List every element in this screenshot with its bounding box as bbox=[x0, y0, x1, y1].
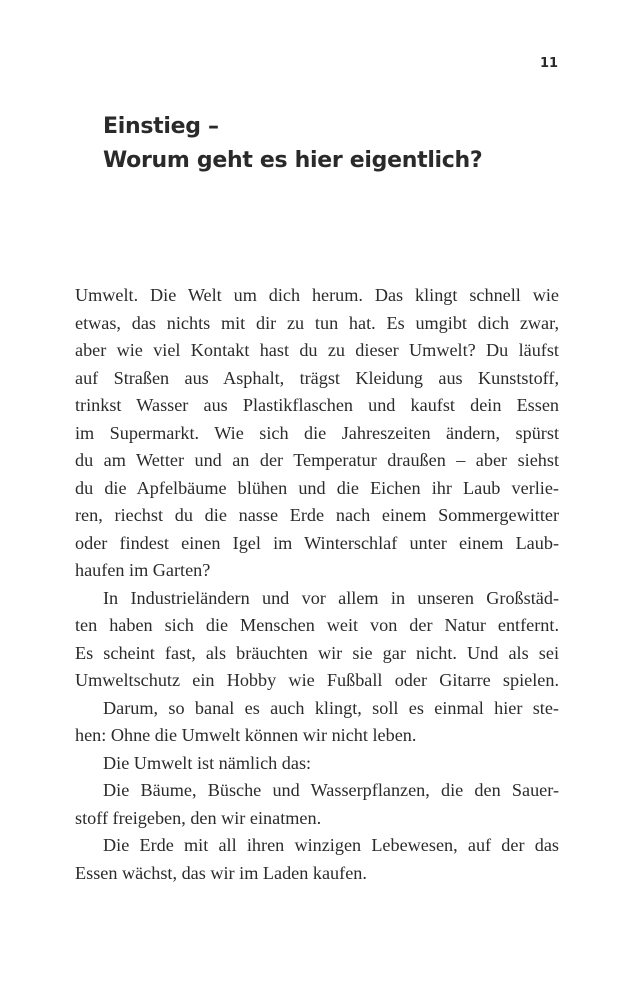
body-line: hen: Ohne die Umwelt können wir nicht leben. bbox=[75, 725, 417, 745]
body-line: Darum, so banal es auch klingt, soll es einmal hier ste- bbox=[103, 697, 559, 718]
chapter-title-line: Worum geht es hier eigentlich? bbox=[103, 148, 483, 173]
body-text bbox=[75, 282, 559, 887]
chapter-title bbox=[103, 110, 482, 178]
body-line: ren, riechst du die nasse Erde nach einem Sommergewitter bbox=[75, 505, 559, 525]
body-line: oder findest einen Igel im Winterschlaf unter einem Laub- bbox=[75, 532, 559, 553]
body-line: Die Umwelt ist nämlich das: bbox=[103, 752, 312, 773]
body-line: Umwelt. Die Welt um dich herum. Das klingt schnell wie bbox=[75, 285, 559, 305]
body-line: Es scheint fast, als bräuchten wir sie gar nicht. Und als sei bbox=[75, 642, 559, 663]
body-line: stoff freigeben, den wir einatmen. bbox=[75, 807, 322, 828]
chapter-title-line: Einstieg – bbox=[103, 114, 219, 139]
body-line: etwas, das nichts mit dir zu tun hat. Es umgibt dich zwar, bbox=[75, 312, 559, 333]
body-line: haufen im Garten? bbox=[75, 560, 211, 580]
body-line: auf Straßen aus Asphalt, trägst Kleidung aus Kunststoff, bbox=[75, 367, 559, 388]
body-line: Essen wächst, das wir im Laden kaufen. bbox=[75, 862, 367, 883]
body-line: In Industrieländern und vor allem in unseren Großstäd- bbox=[103, 587, 559, 608]
body-line: trinkst Wasser aus Plastikflaschen und kaufst dein Essen bbox=[75, 395, 559, 415]
body-line: Umweltschutz ein Hobby wie Fußball oder Gitarre spielen. bbox=[75, 670, 559, 690]
body-line: Die Erde mit all ihren winzigen Lebewesen, auf der das bbox=[103, 835, 559, 855]
body-line: aber wie viel Kontakt hast du zu dieser Umwelt? Du läufst bbox=[75, 340, 559, 360]
body-line: im Supermarkt. Wie sich die Jahreszeiten ändern, spürst bbox=[75, 422, 559, 443]
page-number: 11 bbox=[540, 56, 559, 71]
body-line: du am Wetter und an der Temperatur draußen – aber siehst bbox=[75, 450, 559, 470]
body-line: ten haben sich die Menschen weit von der Natur entfernt. bbox=[75, 615, 559, 635]
body-line: Die Bäume, Büsche und Wasserpflanzen, die den Sauer- bbox=[103, 780, 559, 800]
body-line: du die Apfelbäume blühen und die Eichen ihr Laub verlie- bbox=[75, 477, 559, 498]
